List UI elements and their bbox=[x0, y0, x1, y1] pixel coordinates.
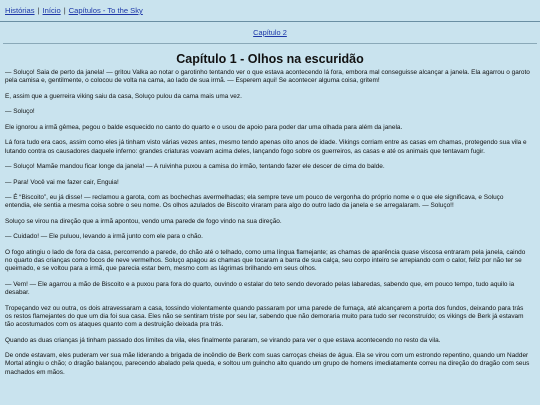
paragraph: — É “Biscoito”, eu já disse! — reclamou a garota, com as bochechas avermelhadas; ela sempre teve um pouco de vergonha do próprio nome e o que ele significava, e Soluço entendia, ele sentia a mesma coisa sobre o seu nome. Os olhos azulados de Biscoito viraram para algo do outro lado da janela e se arregalaram. — Soluço!! bbox=[5, 193, 504, 210]
paragraph: — Soluço! Saia de perto da janela! — gritou Valka ao notar o garotinho tentando ver o que estava acontecendo lá fora, embora mal conseguisse alcançar a janela. Ela agarrou o garoto pela camisa e, gentilmente, o colocou de volta na cama, ao lado de sua irmã. — Esperem aqui! Se acontecer alguma coisa, gritem! bbox=[5, 69, 530, 85]
next-chapter-link[interactable]: Capítulo 2 bbox=[253, 28, 287, 37]
paragraph: E, assim que a guerreira viking saiu da casa, Soluço pulou da cama mais uma vez. bbox=[5, 92, 242, 100]
top-navigation bbox=[0, 0, 540, 22]
paragraph: Quando as duas crianças já tinham passado dos limites da vila, eles finalmente pararam, se virando para ver o que estava acontecendo no resto da vila. bbox=[5, 336, 441, 344]
paragraph: Tropeçando vez ou outra, os dois atravessaram a casa, tossindo violentamente quando passaram por uma parede de fumaça, até alcançarem a porta dos fundos, deixando para trás os restos flamejantes do que um dia foi sua casa. Eles não se sentiram triste por seu lar, sabendo que não demoraria muito para tudo ser reconstruído; os vikings de Berk já estavam tão acostumados com os ataques quanto com a destruição deixada pra trás. bbox=[5, 304, 524, 329]
chapter-body bbox=[5, 69, 531, 384]
paragraph: — Cuidado! — Ele puluou, levando a irmã junto com ele para o chão. bbox=[5, 233, 203, 241]
paragraph: De onde estavam, eles puderam ver sua mãe liderando a brigada de incêndio de Berk com suas carroças cheias de água. Ela se virou com um estrondo repentino, quando um Nadder Mortal atingiu o chão; o dragão balançou, parecendo abalado pela queda, e soltou um guincho alto quando um grupo de homens imediatamente correu na direção do dragão com seus machados em mãos. bbox=[5, 352, 530, 376]
paragraph: — Soluço! Mamãe mandou ficar longe da janela! — A ruivinha puxou a camisa do irmão, tentando fazer ele descer de cima do balde. bbox=[5, 163, 385, 171]
nav-link-inicio[interactable]: Início bbox=[42, 6, 61, 15]
paragraph: O fogo atingiu o lado de fora da casa, percorrendo a parede, do chão até o telhado, como uma língua flamejante; as chamas de aparência quase viscosa entraram pela janela, caindo no quarto das crianças como focos de neve vermelhos. Soluço apagou as chamas que tocaram a barra de sua calça, seu corpo inteiro se arrepiando com o calor, feliz por não ter se queimado, e se voltou para a irmã, que parecia estar bem, mesmo com as lágrimas brilhando em seus olhos. bbox=[5, 248, 526, 273]
paragraph: Lá fora tudo era caos, assim como eles já tinham visto várias vezes antes, mesmo tendo apenas oito anos de idade. Vikings corriam entre as casas em chamas, protegendo sua vila e lutando contra os causadores daquele inferno: grandes criaturas voavam acima deles, lançando fogo sobre os guerreiros, as casas e até os animais que tentavam fugir. bbox=[5, 139, 527, 155]
paragraph: Soluço se virou na direção que a irmã apontou, vendo uma parede de fogo vindo na sua direção. bbox=[5, 217, 282, 225]
nav-link-chapters[interactable]: Capítulos - To the Sky bbox=[68, 6, 143, 15]
nav-separator: | bbox=[63, 6, 66, 15]
paragraph: Ele ignorou a irmã gêmea, pegou o balde esquecido no canto do quarto e o usou de apoio para poder dar uma olhada para além da janela. bbox=[5, 123, 403, 131]
paragraph: — Vem! — Ele agarrou a mão de Biscoito e a puxou para fora do quarto, ouvindo o estalar do teto sendo devorado pelas labaredas, sabendo que, em pouco tempo, tudo aquilo ia desabar. bbox=[5, 280, 515, 297]
nav-separator: | bbox=[37, 6, 40, 15]
nav-link-historias[interactable]: Histórias bbox=[5, 6, 35, 15]
paragraph: — Para! Você vai me fazer cair, Enguia! bbox=[5, 178, 119, 186]
chapter-title: Capítulo 1 - Olhos na escuridão bbox=[176, 52, 364, 66]
paragraph: — Soluço! bbox=[5, 108, 35, 116]
chapter-navigation bbox=[0, 28, 540, 37]
divider bbox=[3, 43, 537, 44]
